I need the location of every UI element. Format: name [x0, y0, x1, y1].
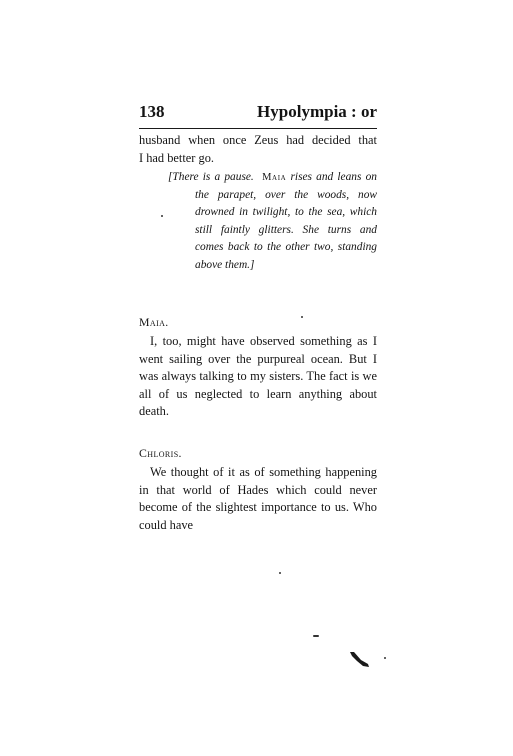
speaker-chloris: Chloris. [139, 446, 182, 460]
header-rule [139, 128, 377, 129]
running-title: Hypolympia : or [257, 102, 377, 121]
chloris-speech-text: We thought of it as of something happening in that world of Hades which could never become of the slightest importance to us. Who could have [139, 465, 377, 532]
page-number: 138 [139, 102, 165, 121]
chloris-speech [139, 464, 377, 534]
stage-direction-character: Maia [262, 172, 287, 183]
opening-line-1: husband when once Zeus had decided that [139, 133, 377, 147]
ink-speck [384, 657, 386, 659]
maia-speech-text: I, too, might have observed something as I went sailing over the purpureal ocean. But I was always talking to my sisters. The fact is we all of us neglected to learn anything about death. [139, 334, 377, 418]
maia-speech [139, 333, 377, 421]
opening-line-2: I had better go. [139, 150, 215, 165]
speaker-maia: Maia. [139, 315, 169, 329]
opening-text [139, 132, 377, 167]
ink-speck [161, 215, 163, 217]
stage-direction-text [168, 169, 377, 274]
stage-direction-part-1: [There is a pause. [168, 171, 254, 183]
running-head [139, 101, 377, 123]
stage-direction [168, 169, 377, 274]
ink-speck [279, 572, 281, 574]
stage-direction-part-2: rises and leans on the parapet, over the woods, now drowned in twilight, to the sea, which still faintly glitters. She turns and comes back to the other two, standing above them.] [195, 171, 377, 271]
ink-speck [301, 316, 303, 318]
ink-blot-mark [348, 650, 372, 670]
ink-speck [313, 635, 319, 637]
